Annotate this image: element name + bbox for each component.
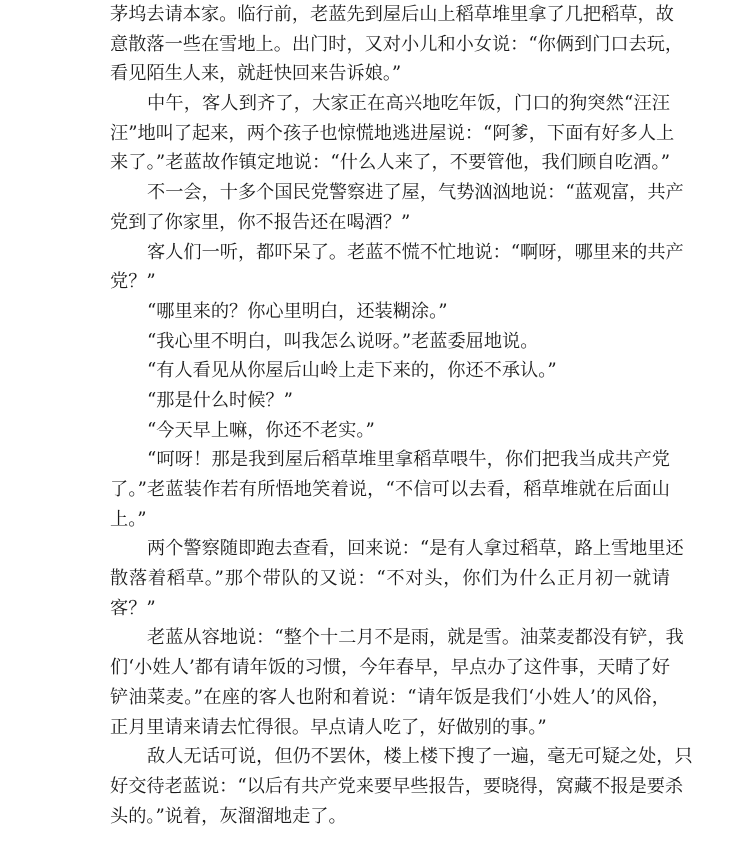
text-line: 好交待老蓝说：“以后有共产党来要早些报告，要晓得，窝藏不报是要杀 [110, 775, 684, 797]
text-line: “那是什么时候？” [147, 389, 293, 411]
text-line: 客？” [110, 597, 156, 619]
paragraph [110, 356, 670, 386]
paragraph [110, 534, 684, 623]
text-line: “我心里不明白，叫我怎么说呀。”老蓝委屈地说。 [147, 330, 539, 352]
text-line: 上。” [110, 508, 147, 530]
text-line: 铲油菜麦。”在座的客人也附和着说：“请年饭是我们‘小姓人’的风俗， [110, 686, 670, 708]
document-page [110, 0, 693, 831]
text-line: 敌人无话可说，但仍不罢休，楼上楼下搜了一遍，毫无可疑之处，只 [147, 746, 693, 768]
text-line: 来了。”老蓝故作镇定地说：“什么人来了，不要管他，我们顾自吃酒。” [110, 152, 670, 174]
paragraph [110, 416, 670, 446]
paragraph [110, 445, 670, 534]
paragraph [110, 386, 670, 416]
text-line: 散落着稻草。”那个带队的又说：“不对头，你们为什么正月初一就请 [110, 568, 670, 590]
text-line: 不一会，十多个国民党警察进了屋，气势汹汹地说：“蓝观富，共产 [147, 182, 684, 204]
text-line: 两个警察随即跑去查看，回来说：“是有人拿过稻草，路上雪地里还 [147, 538, 684, 560]
text-line: 老蓝从容地说：“整个十二月不是雨，就是雪。油菜麦都没有铲，我 [147, 627, 684, 649]
text-line: 客人们一听，都吓呆了。老蓝不慌不忙地说：“啊呀，哪里来的共产 [147, 241, 684, 263]
text-line: “今天早上嘛，你还不老实。” [147, 419, 375, 441]
text-line: 意散落一些在雪地上。出门时，又对小儿和小女说：“你俩到门口去玩， [110, 33, 684, 55]
text-line: “呵呀！那是我到屋后稻草堆里拿稻草喂牛，你们把我当成共产党 [147, 449, 670, 471]
text-line: 头的。”说着，灰溜溜地走了。 [110, 805, 347, 827]
paragraph [110, 178, 684, 237]
text-line: 看见陌生人来，就赶快回来告诉娘。” [110, 63, 402, 85]
paragraph [110, 89, 675, 178]
text-line: “有人看见从你屋后山岭上走下来的，你还不承认。” [147, 360, 557, 382]
text-line: 了。”老蓝装作若有所悟地笑着说，“不信可以去看，稻草堆就在后面山 [110, 479, 670, 500]
text-line: 党到了你家里，你不报告还在喝酒？” [110, 211, 411, 233]
paragraph [110, 0, 684, 89]
paragraph [110, 327, 670, 357]
paragraph [110, 238, 684, 297]
paragraph [110, 623, 684, 742]
text-line: 中午，客人到齐了，大家正在高兴地吃年饭，门口的狗突然“汪汪 [147, 93, 670, 115]
text-line: “哪里来的？你心里明白，还装糊涂。” [147, 300, 448, 322]
text-line: 茅坞去请本家。临行前，老蓝先到屋后山上稻草堆里拿了几把稻草，故 [110, 4, 674, 25]
text-line: 党？” [110, 271, 156, 293]
paragraph [110, 742, 693, 831]
text-line: 汪”地叫了起来，两个孩子也惊慌地逃进屋说：“阿爹，下面有好多人上 [110, 122, 675, 144]
paragraph [110, 297, 670, 327]
text-line: 们‘小姓人’都有请年饭的习惯，今年春早，早点办了这件事，天晴了好 [110, 657, 670, 679]
text-line: 正月里请来请去忙得很。早点请人吃了，好做别的事。” [110, 716, 547, 738]
